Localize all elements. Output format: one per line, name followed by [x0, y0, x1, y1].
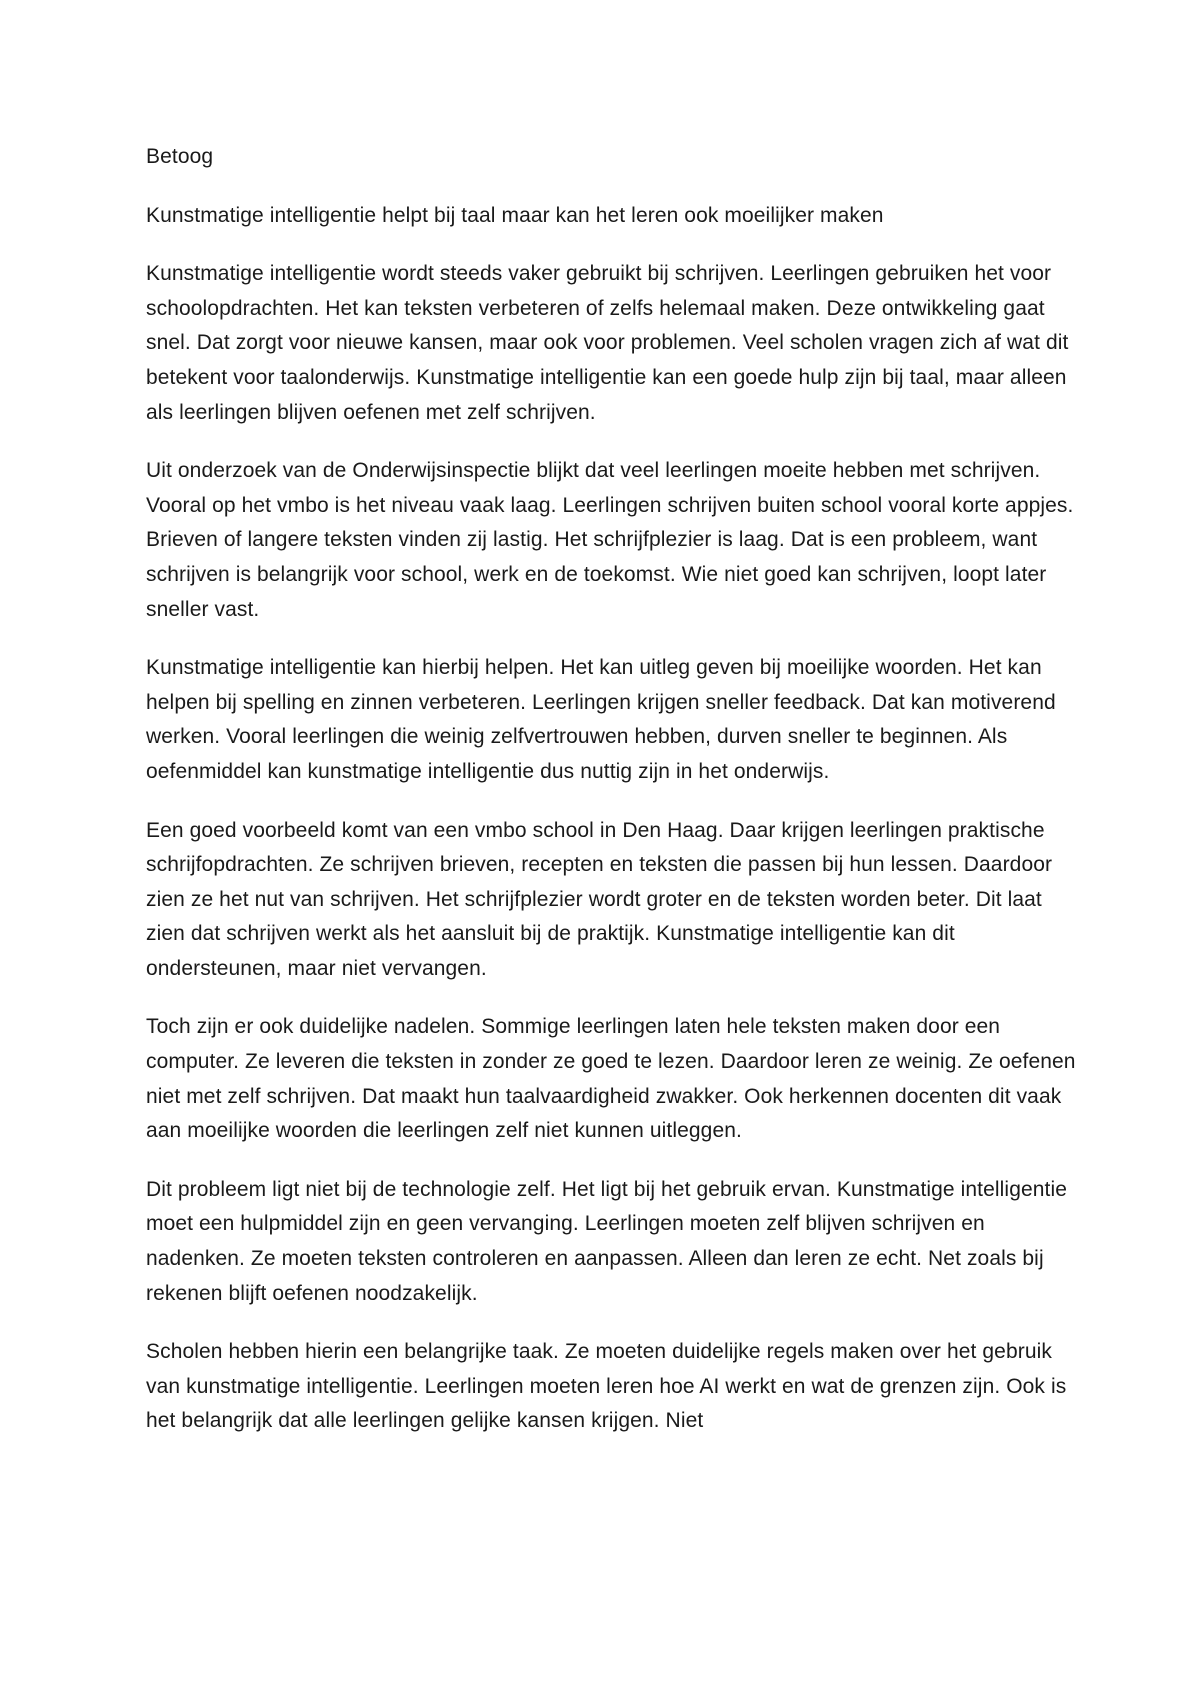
paragraph-7: Scholen hebben hierin een belangrijke taak. Ze moeten duidelijke regels maken over het gebruik van kunstmatige intelligentie. Leerlingen moeten leren hoe AI werkt en wat de grenzen zijn. Ook is het belangrijk dat alle leerlingen gelijke kansen krijgen. Niet — [146, 1340, 1067, 1433]
paragraph-4: Een goed voorbeeld komt van een vmbo school in Den Haag. Daar krijgen leerlingen praktische schrijfopdrachten. Ze schrijven brieven, recepten en teksten die passen bij hun lessen. Daardoor zien ze het nut van schrijven. Het schrijfplezier wordt groter en de teksten worden beter. Dit laat zien dat schrijven werkt als het aansluit bij de praktijk. Kunstmatige intelligentie kan dit ondersteunen, maar niet vervangen. — [146, 818, 1053, 980]
paragraph-2: Uit onderzoek van de Onderwijsinspectie blijkt dat veel leerlingen moeite hebben met schrijven. Vooral op het vmbo is het niveau vaak laag. Leerlingen schrijven buiten school vooral korte appjes. Brieven of langere teksten vinden zij lastig. Het schrijfplezier is laag. Dat is een probleem, want schrijven is belangrijk voor school, werk en de toekomst. Wie niet goed kan schrijven, loopt later sneller vast. — [146, 459, 1074, 621]
document-type-label: Betoog — [146, 145, 214, 168]
document-title: Kunstmatige intelligentie helpt bij taal maar kan het leren ook moeilijker maken — [146, 203, 884, 227]
paragraph-5: Toch zijn er ook duidelijke nadelen. Sommige leerlingen laten hele teksten maken door een computer. Ze leveren die teksten in zonder ze goed te lezen. Daardoor leren ze weinig. Ze oefenen niet met zelf schrijven. Dat maakt hun taalvaardigheid zwakker. Ook herkennen docenten dit vaak aan moeilijke woorden die leerlingen zelf niet kunnen uitleggen. — [146, 1015, 1076, 1143]
document-page — [146, 140, 1076, 1463]
paragraph-6: Dit probleem ligt niet bij de technologie zelf. Het ligt bij het gebruik ervan. Kunstmatige intelligentie moet een hulpmiddel zijn en geen vervanging. Leerlingen moeten zelf blijven schrijven en nadenken. Ze moeten teksten controleren en aanpassen. Alleen dan leren ze echt. Net zoals bij rekenen blijft oefenen noodzakelijk. — [146, 1177, 1068, 1305]
paragraph-1: Kunstmatige intelligentie wordt steeds vaker gebruikt bij schrijven. Leerlingen gebruiken het voor schoolopdrachten. Het kan teksten verbeteren of zelfs helemaal maken. Deze ontwikkeling gaat snel. Dat zorgt voor nieuwe kansen, maar ook voor problemen. Veel scholen vragen zich af wat dit betekent voor taalonderwijs. Kunstmatige intelligentie kan een goede hulp zijn bij taal, maar alleen als leerlingen blijven oefenen met zelf schrijven. — [146, 262, 1069, 424]
paragraph-3: Kunstmatige intelligentie kan hierbij helpen. Het kan uitleg geven bij moeilijke woorden. Het kan helpen bij spelling en zinnen verbeteren. Leerlingen krijgen sneller feedback. Dat kan motiverend werken. Vooral leerlingen die weinig zelfvertrouwen hebben, durven sneller te beginnen. Als oefenmiddel kan kunstmatige intelligentie dus nuttig zijn in het onderwijs. — [146, 656, 1056, 783]
